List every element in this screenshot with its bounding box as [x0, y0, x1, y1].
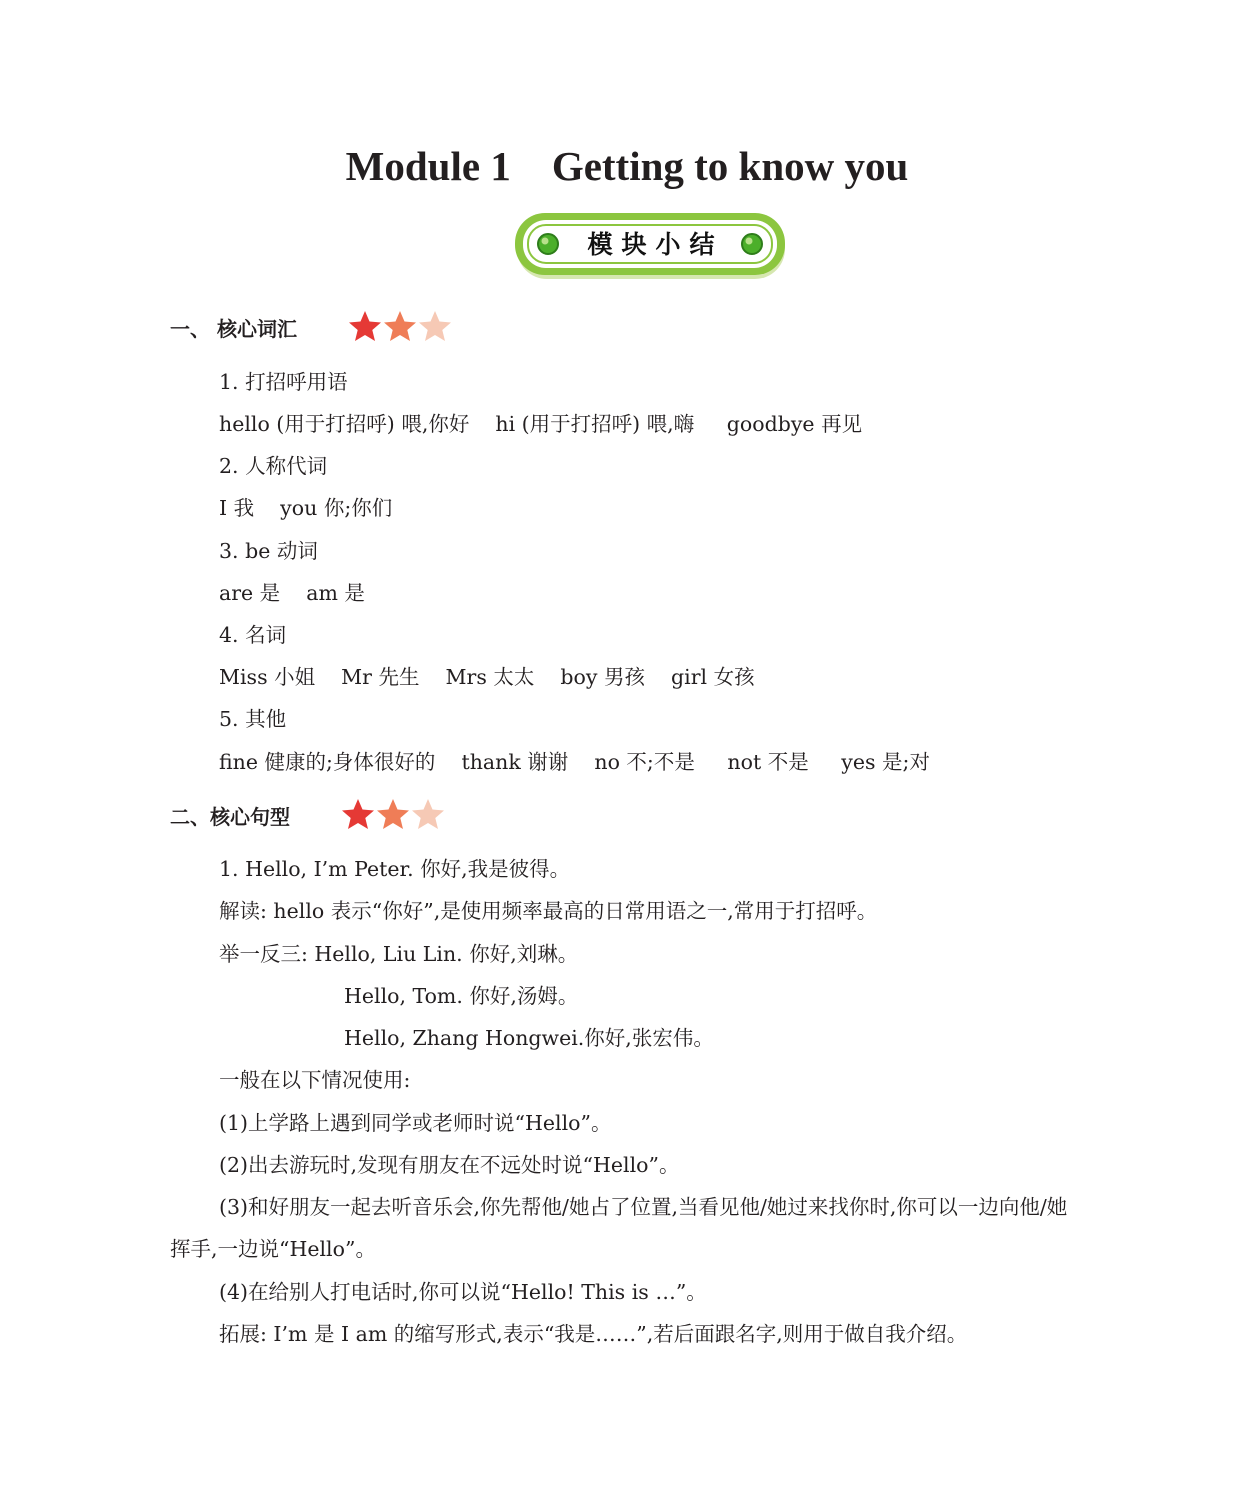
rating-stars-icon: [348, 309, 452, 345]
sentence-line: (2)出去游玩时,发现有朋友在不远处时说“Hello”。: [219, 1153, 680, 1177]
sentence-paragraph: 拓展: I’m 是 I am 的缩写形式,表示“我是……”,若后面跟名字,则用于做自我介绍。: [219, 1322, 968, 1346]
sentence-line: (1)上学路上遇到同学或老师时说“Hello”。: [219, 1111, 612, 1135]
section1-heading: 一、 核心词汇: [170, 317, 297, 341]
vocab-line: 3. be 动词: [219, 539, 318, 563]
sentence-line: 举一反三: Hello, Liu Lin. 你好,刘琳。: [219, 942, 579, 966]
vocab-line: are 是 am 是: [219, 581, 365, 605]
section2-heading: 二、核心句型: [170, 805, 290, 829]
page-title: Module 1 Getting to know you: [345, 143, 909, 189]
sentence-line: Hello, Tom. 你好,汤姆。: [344, 984, 579, 1008]
vocab-line: 4. 名词: [219, 623, 287, 647]
vocab-line: fine 健康的;身体很好的 thank 谢谢 no 不;不是 not 不是 yes 是;对: [219, 750, 930, 774]
vocab-line: I 我 you 你;你们: [219, 496, 393, 520]
vocab-line: hello (用于打招呼) 喂,你好 hi (用于打招呼) 喂,嗨 goodbye 再见: [219, 412, 863, 436]
vocab-line: Miss 小姐 Mr 先生 Mrs 太太 boy 男孩 girl 女孩: [219, 665, 755, 689]
vocab-line: 1. 打招呼用语: [219, 370, 348, 394]
sentence-line: 1. Hello, I’m Peter. 你好,我是彼得。: [219, 857, 571, 881]
sentence-paragraph: (3)和好朋友一起去听音乐会,你先帮他/她占了位置,当看见他/她过来找你时,你可以一边向他/她挥手,一边说“Hello”。: [170, 1195, 1068, 1261]
vocab-line: 5. 其他: [219, 707, 287, 731]
module-summary-badge: [514, 212, 788, 282]
rating-stars-icon: [341, 797, 445, 833]
badge-label: 模块小结: [587, 230, 724, 259]
sentence-line: 解读: hello 表示“你好”,是使用频率最高的日常用语之一,常用于打招呼。: [219, 899, 878, 923]
sentence-line: 一般在以下情况使用:: [219, 1068, 411, 1092]
sentence-line: Hello, Zhang Hongwei.你好,张宏伟。: [344, 1026, 714, 1050]
vocab-line: 2. 人称代词: [219, 454, 328, 478]
sentence-line: (4)在给别人打电话时,你可以说“Hello! This is …”。: [219, 1280, 707, 1304]
